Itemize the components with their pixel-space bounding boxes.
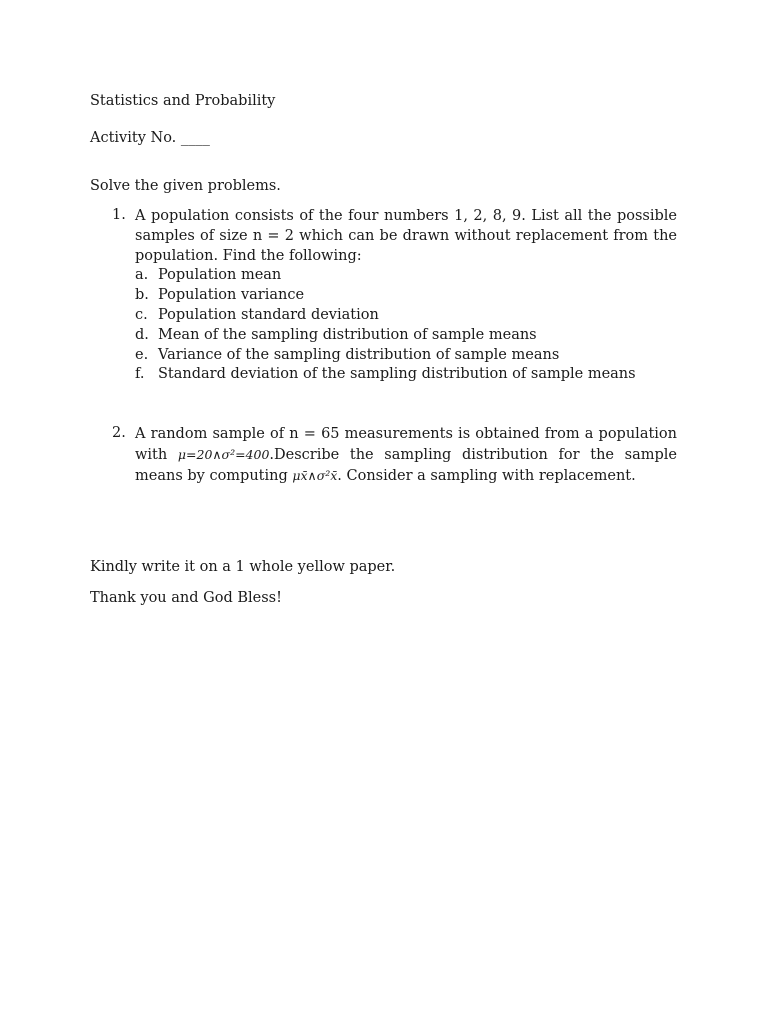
problem-text: A population consists of the four numbers 1, 2, 8, 9. List all the possible samples of size n = 2 which can be drawn without replacement from the population. Find the following: <box>135 208 677 264</box>
problem-text-end: . Consider a sampling with replacement. <box>337 467 636 484</box>
sub-question-letter: a. <box>135 267 149 284</box>
sub-question-list <box>135 266 677 385</box>
sub-question <box>135 286 677 306</box>
sub-question-text: Variance of the sampling distribution of sample means <box>158 346 560 363</box>
sub-question <box>135 306 677 326</box>
sub-question-letter: d. <box>135 326 149 343</box>
sub-question-letter: b. <box>135 287 149 304</box>
activity-number: Activity No. ____ <box>90 130 210 146</box>
problem-text-start: A random sample of n = 65 measurements is obtained from a population with <box>135 426 677 463</box>
sampling-distribution-formula: μx̄∧σ²x̄ <box>292 467 338 483</box>
closing-instruction: Kindly write it on a 1 whole yellow paper. <box>90 559 396 575</box>
sub-question <box>135 346 677 366</box>
problem-number: 1. <box>112 207 126 223</box>
sub-question-text: Population variance <box>158 287 305 304</box>
sub-question <box>135 266 677 286</box>
problem-number: 2. <box>112 425 126 441</box>
sub-question-letter: e. <box>135 346 149 363</box>
instructions: Solve the given problems. <box>90 178 281 194</box>
closing-thanks: Thank you and God Bless! <box>90 590 282 606</box>
sub-question-letter: c. <box>135 306 148 323</box>
population-parameters-formula: μ=20∧σ²=400 <box>177 446 270 462</box>
problem-text-middle: .Describe the sampling distribution for the sample means by computing <box>135 446 678 484</box>
sub-question-text: Population standard deviation <box>158 306 379 323</box>
sub-question-text: Mean of the sampling distribution of sample means <box>158 326 537 343</box>
sub-question <box>135 326 677 346</box>
problem-body <box>135 425 677 486</box>
sub-question-letter: f. <box>135 366 145 383</box>
sub-question <box>135 365 677 385</box>
subject-title: Statistics and Probability <box>90 93 276 109</box>
sub-question-text: Population mean <box>158 267 282 284</box>
sub-question-text: Standard deviation of the sampling distribution of sample means <box>158 366 636 383</box>
problem-body <box>135 207 677 385</box>
